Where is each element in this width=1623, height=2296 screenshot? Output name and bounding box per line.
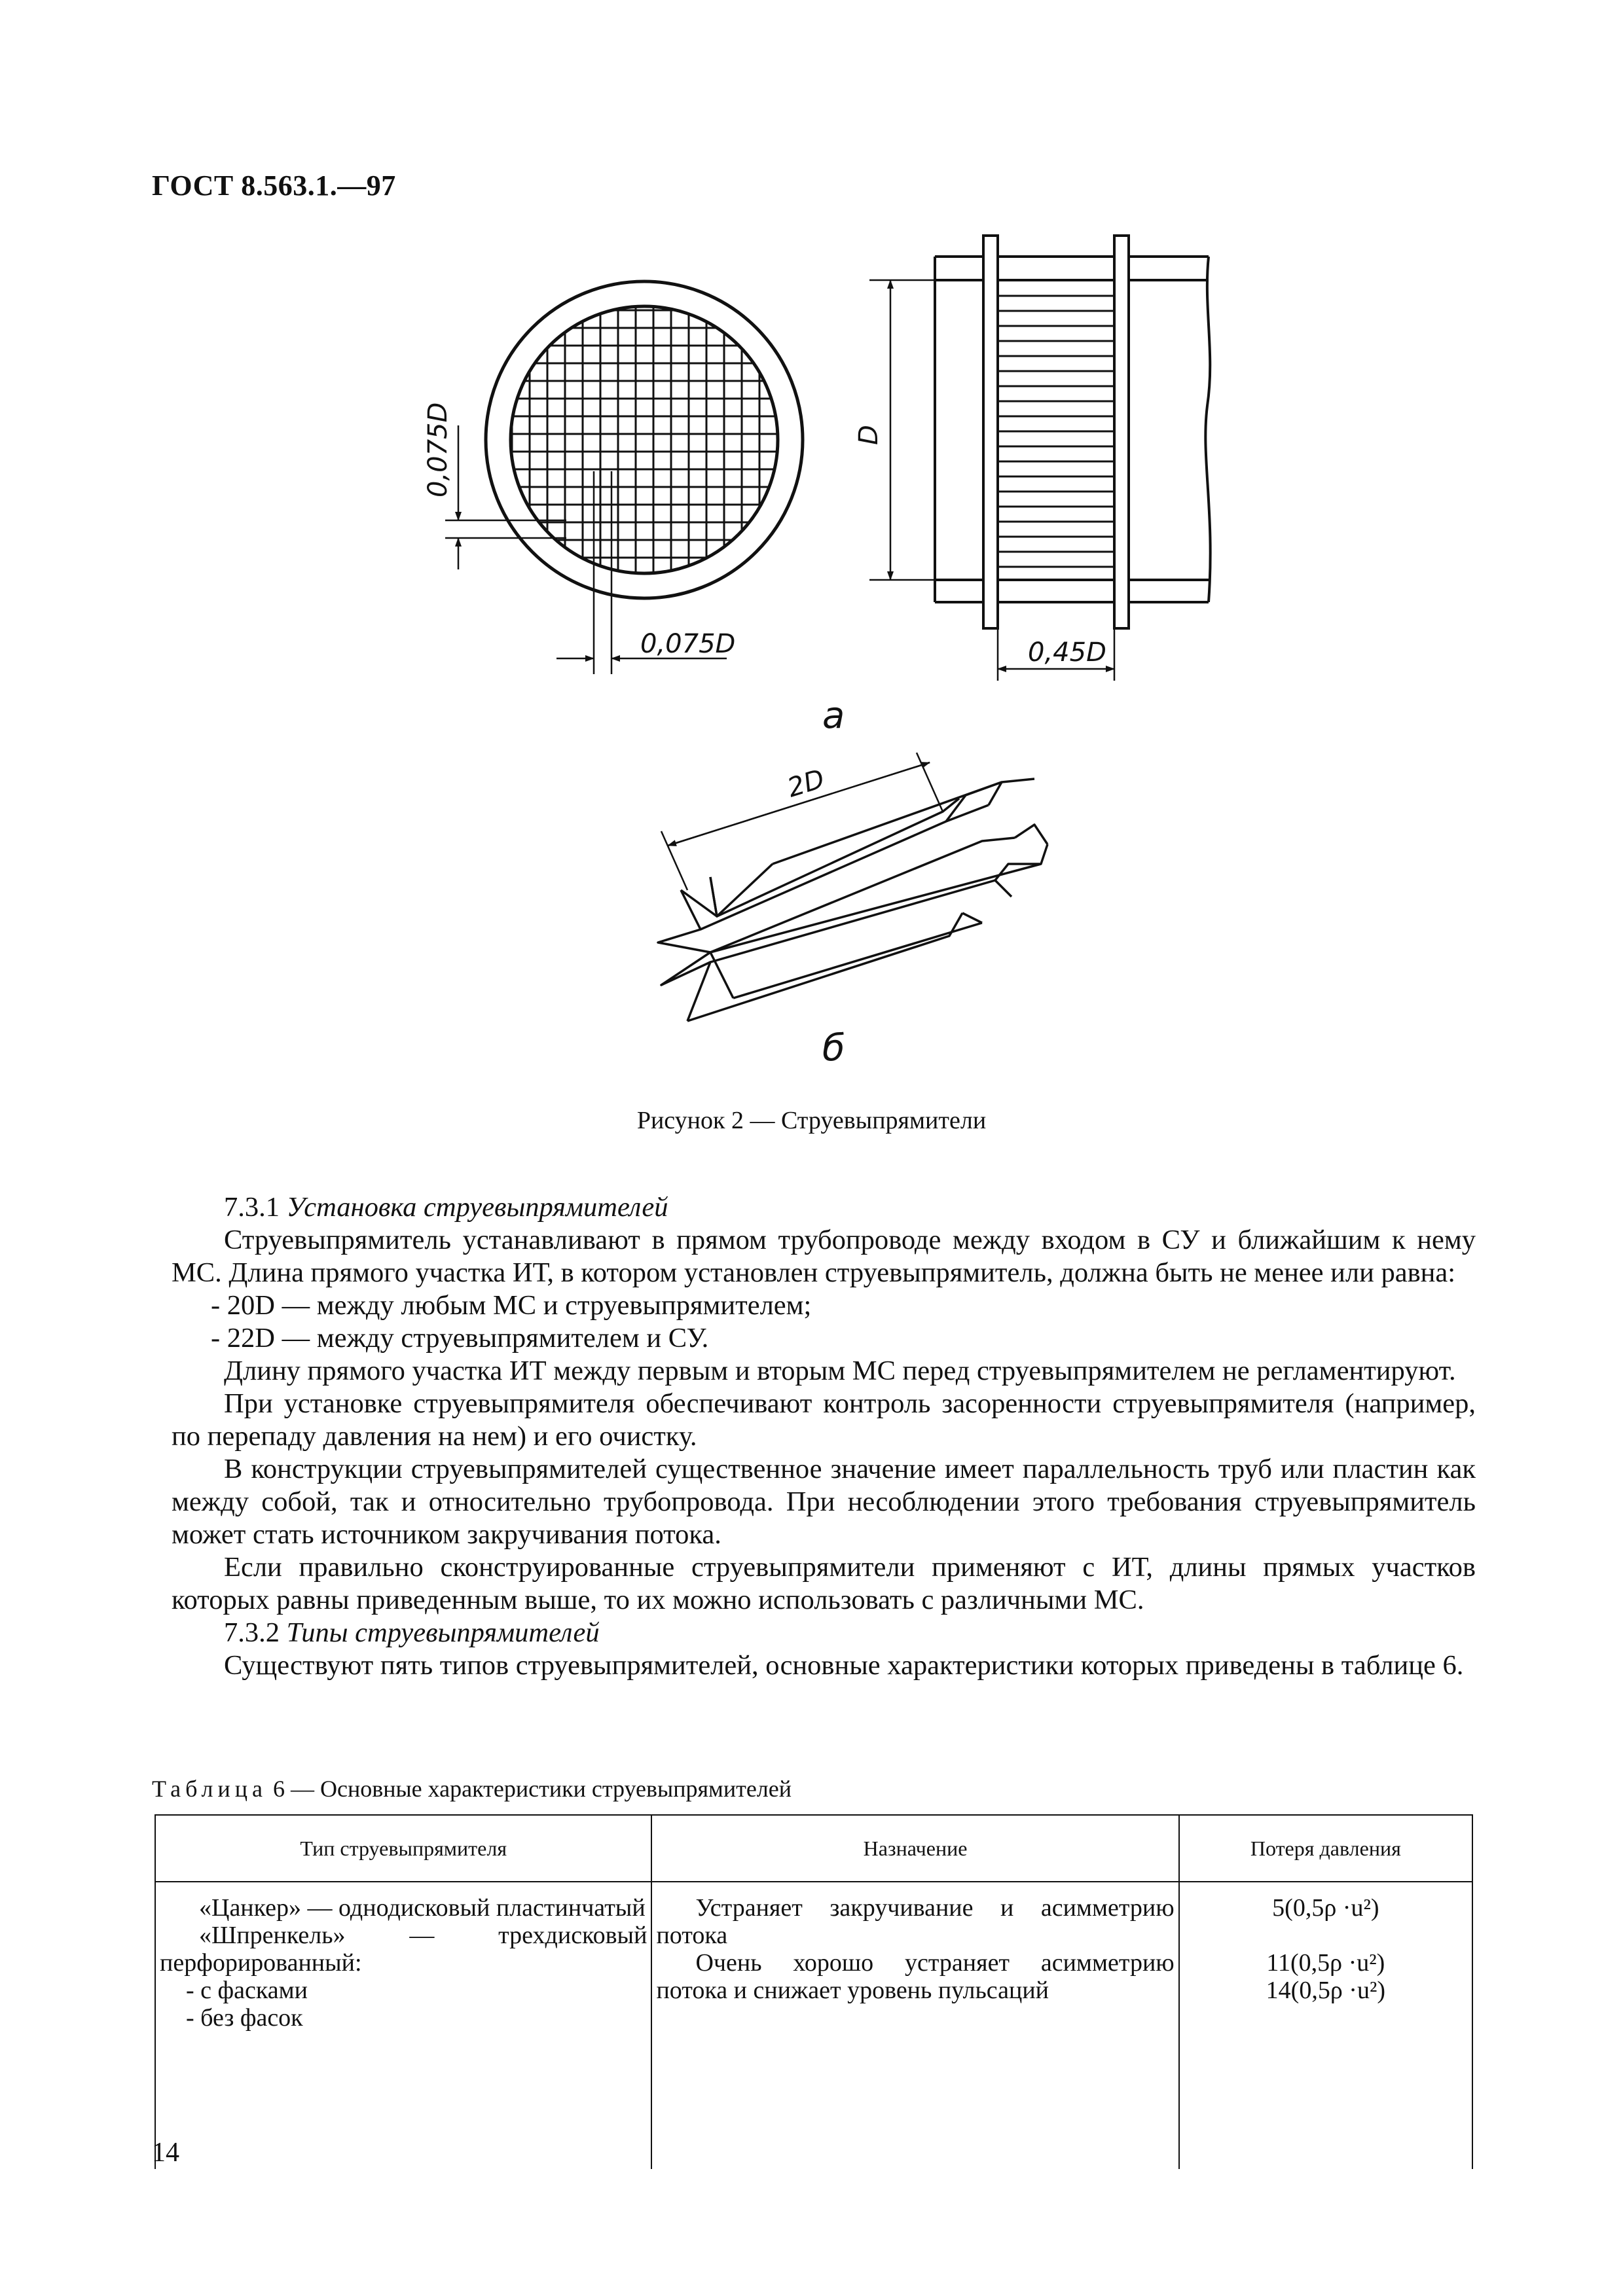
section-731-title: Установка струевыпрямителей [286,1192,668,1223]
type-sprenkle-chamfer: - с фасками [186,1977,308,2004]
section-731-item2: - 22D — между струевыпрямителем и СУ. [211,1323,709,1354]
section-732-p1: Существуют пять типов струевыпрямителей, основные характеристики которых приведены в таблице 6. [224,1650,1464,1681]
table-header-purpose: Назначение [651,1815,1178,1882]
section-731-p5: Если правильно сконструированные струевыпрямители применяют с ИТ, длины прямых участков которых равны приведенным выше, то их можно использовать с различными МС. [172,1552,1476,1615]
dim-bottom-label: 2D [784,764,828,804]
vane-straightener [658,779,1048,1021]
section-732-number: 7.3.2 [224,1617,280,1648]
section-731-heading [172,1191,1476,1224]
loss-zanker: 5(0,5ρ ·u²) [1272,1894,1379,1922]
type-sprenkle: «Шпренкель» — трехдисковый перфорированный: [160,1922,647,1977]
section-731-item1: - 20D — между любым МС и струевыпрямителем; [211,1290,812,1321]
table-caption-word: Таблица [152,1776,267,1802]
main-text [172,1191,1476,1682]
figure-2-drawings [0,0,1623,1100]
figure-label-b: б [822,1027,845,1069]
table-row [155,1882,1472,2169]
table-cell-purpose [651,1882,1178,2169]
table-cell-type [155,1882,651,2169]
table-header-type: Тип струевыпрямителя [155,1815,651,1882]
side-view-straightener [935,236,1211,628]
section-731-p3: При установке струевыпрямителя обеспечивают контроль засоренности струевыпрямителя (например, по перепаду давления на нем) и его очистку. [172,1388,1476,1452]
dim-left-horizontal-label: 0,075D [640,629,736,659]
table-caption-rest: 6 — Основные характеристики струевыпрямителей [272,1776,792,1802]
table-header-pressure-loss: Потеря давления [1179,1815,1472,1882]
figure-caption: Рисунок 2 — Струевыпрямители [636,1107,987,1134]
figure-label-a: а [822,694,845,737]
section-731-p2: Длину прямого участка ИТ между первым и вторым МС перед струевыпрямителем не регламентируют. [224,1355,1456,1386]
table-6-caption [152,1775,792,1803]
page-number: 14 [152,2138,179,2168]
circular-grid-straightener [486,281,803,598]
table-header-row [155,1815,1472,1882]
loss-sprenkle-no-chamfer: 14(0,5ρ ·u²) [1266,1977,1385,2004]
section-732-title: Типы струевыпрямителей [286,1617,600,1648]
purpose-sprenkle: Очень хорошо устраняет асимметрию потока и снижает уровень пульсаций [656,1949,1175,2004]
section-732-heading [172,1617,1476,1649]
type-zanker: «Цанкер» — однодисковый пластинчатый [199,1894,646,1922]
table-6 [155,1814,1473,2169]
loss-sprenkle-chamfer: 11(0,5ρ ·u²) [1266,1949,1385,1977]
purpose-zanker: Устраняет закручивание и асимметрию потока [656,1894,1175,1949]
dim-left-vertical-label: 0,075D [423,402,453,497]
table-cell-pressure-loss [1179,1882,1472,2169]
section-731-number: 7.3.1 [224,1192,280,1223]
type-sprenkle-no-chamfer: - без фасок [186,2004,303,2032]
section-731-p1: Струевыпрямитель устанавливают в прямом трубопроводе между входом в СУ и ближайшим к нему МС. Длина прямого участка ИТ, в котором установлен струевыпрямитель, должна быть не менее или равна: [172,1225,1476,1288]
document-header: ГОСТ 8.563.1.—97 [152,170,396,202]
dim-right-horizontal-label: 0,45D [1028,637,1106,668]
section-731-p4: В конструкции струевыпрямителей существенное значение имеет параллельность труб или пластин как между собой, так и относительно трубопровода. При несоблюдении этого требования струевыпрямитель может стать источником закручивания потока. [172,1454,1476,1550]
dim-right-vertical-label: D [854,425,884,445]
